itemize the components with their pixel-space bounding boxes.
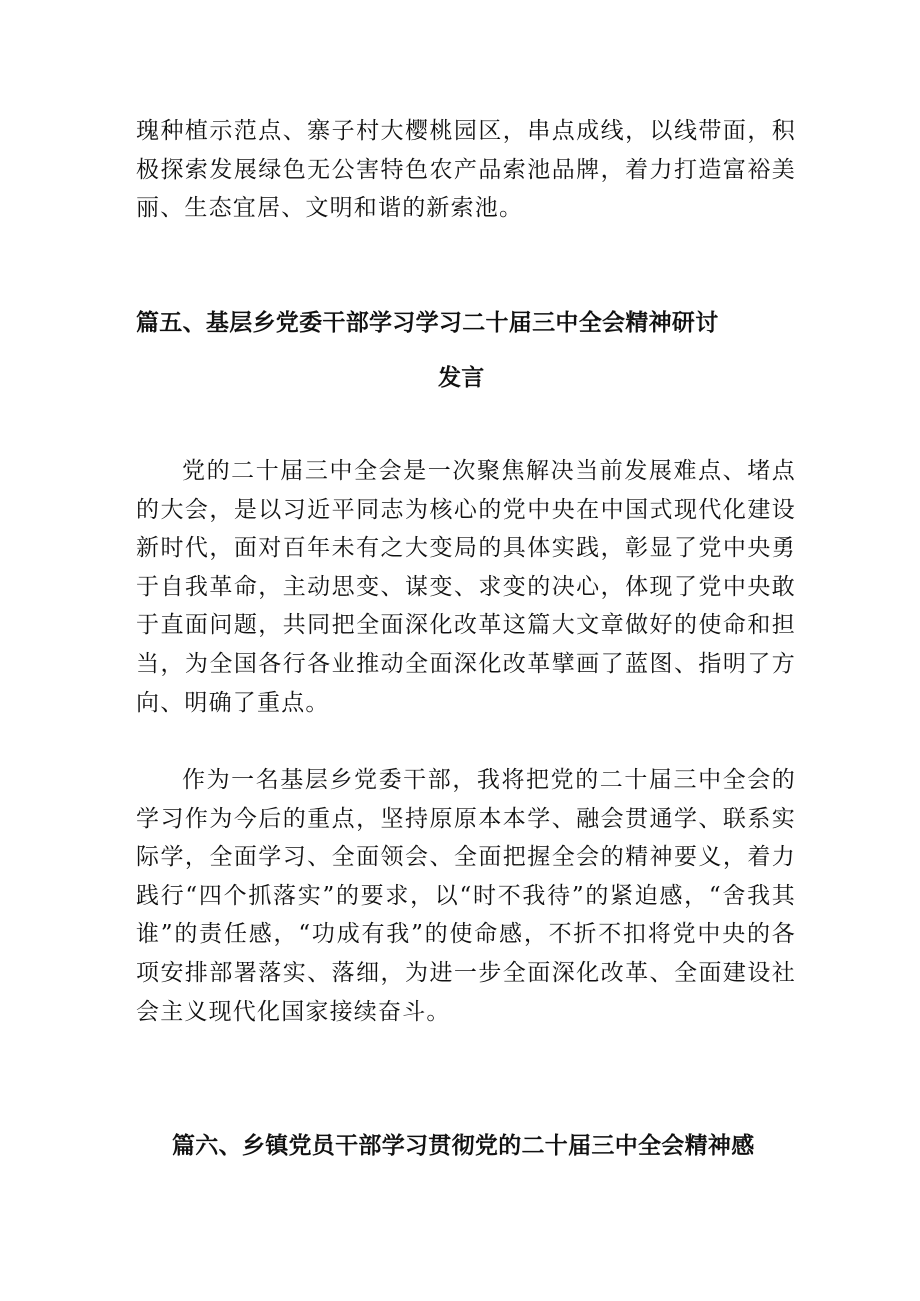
section6-title-line1: 篇六、乡镇党员干部学习贯彻党的二十届三中全会精神感 bbox=[172, 1133, 755, 1159]
section5-title-line2: 发言 bbox=[438, 365, 485, 391]
section5-paragraph-1: 党的二十届三中全会是一次聚焦解决当前发展难点、堵点的大会，是以习近平同志为核心的党中央在中国式现代化建设新时代，面对百年未有之大变局的具体实践，彰显了党中央勇于自我革命，主动思变、谋变、求变的决心，体现了党中央敢于直面问题，共同把全面深化改革这篇大文章做好的使命和担当，为全国各行各业推动全面深化改革擘画了蓝图、指明了方向、明确了重点。 bbox=[136, 458, 796, 716]
section5-title-line1: 篇五、基层乡党委干部学习学习二十届三中全会精神研讨 bbox=[136, 310, 719, 336]
continuation-paragraph: 瑰种植示范点、寨子村大樱桃园区，串点成线，以线带面，积极探索发展绿色无公害特色农产品索池品牌，着力打造富裕美丽、生态宜居、文明和谐的新索池。 bbox=[136, 118, 796, 222]
section5-paragraph-2: 作为一名基层乡党委干部，我将把党的二十届三中全会的学习作为今后的重点，坚持原原本本学、融会贯通学、联系实际学，全面学习、全面领会、全面把握全会的精神要义，着力践行“四个抓落实”的要求，以“时不我待”的紧迫感，“舍我其谁”的责任感，“功成有我”的使命感，不折不扣将党中央的各项安排部署落实、落细，为进一步全面深化改革、全面建设社会主义现代化国家接续奋斗。 bbox=[136, 767, 796, 1025]
